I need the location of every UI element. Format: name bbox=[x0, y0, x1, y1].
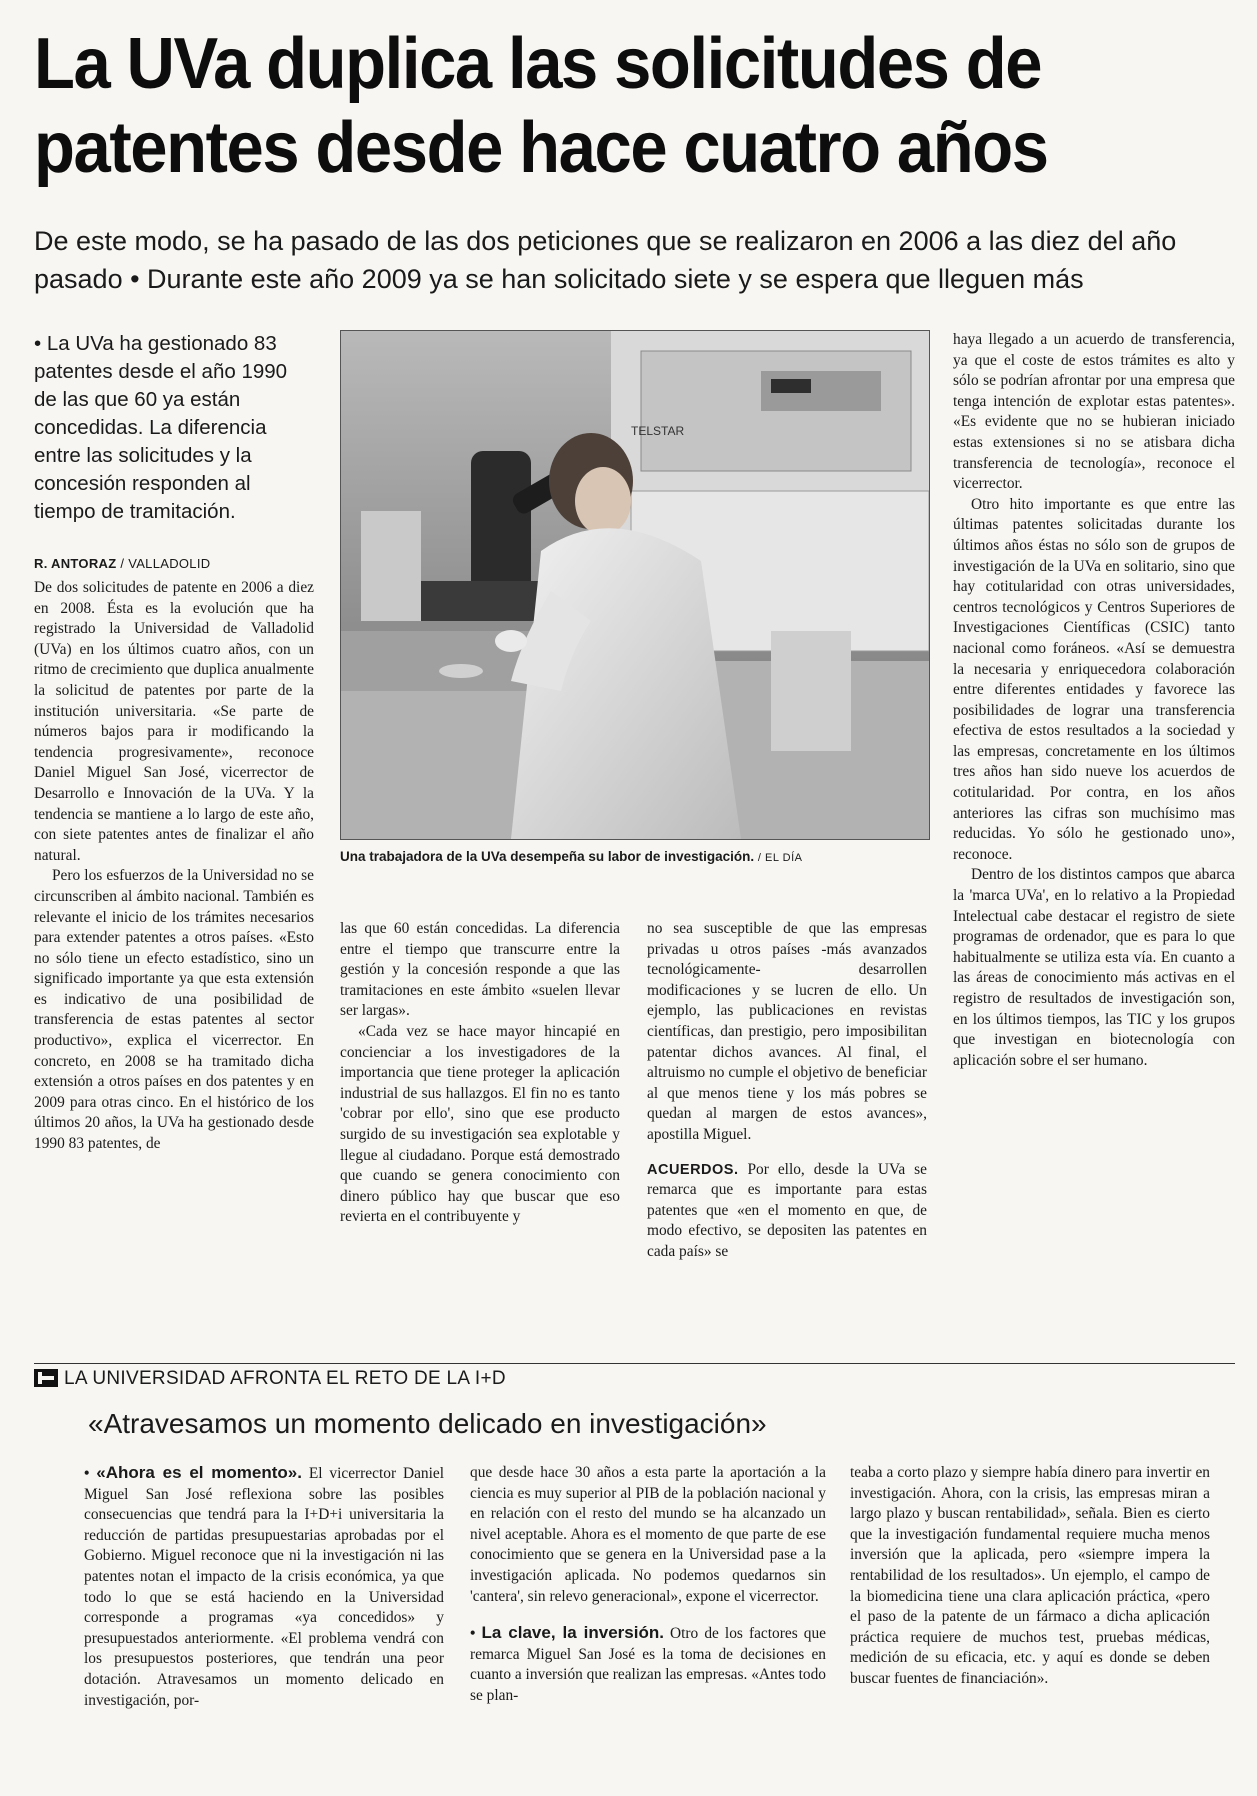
paragraph: Otro hito importante es que entre las últimas patentes solicitadas durante los últimos años éstas no sólo son de grupos de investigación de la UVa en solitario, sino que hay cotitularidad con otras universidades, centros tecnológicos y Centros Superiores de Investigaciones Científicas (CSIC) tanto nacional como foráneos. «Así se demuestra la necesaria y enriquecedora colaboración entre diferentes entidades y favorece las posibilidades de lograr una transferencia efectiva de estos resultados a la sociedad y las empresas, concretamente en los últimos tres años han sido nueve los acuerdos de cotitularidad. Por contra, en los años anteriores las cifras son muchísimo mas reducidas. Yo sólo he gestionado uno», reconoce. bbox=[953, 495, 1235, 863]
lead-summary: • La UVa ha gestionado 83 patentes desde el año 1990 de las que 60 ya están concedidas. La diferencia entre las solicitudes y la concesión responden al tiempo de tramitación. bbox=[34, 332, 288, 523]
article-column-2 bbox=[340, 919, 620, 1228]
sidebar-column-1 bbox=[84, 1463, 444, 1711]
subheadline: De este modo, se ha pasado de las dos peticiones que se realizaron en 2006 a las diez del año pasado • Durante este año 2009 ya se han solicitado siete y se espera que lleguen más bbox=[34, 226, 1177, 294]
article-photo bbox=[340, 330, 930, 840]
paragraph: «Cada vez se hace mayor hincapié en concienciar a los investigadores de la importancia que tiene proteger la aplicación industrial de sus hallazgos. El fin no es tanto 'cobrar por ello', sino que ese producto surgido de su investigación sea explotable y llegue al ciudadano. Porque está demostrado que cuando se genera conocimiento con dinero público hay que buscar que eso revierta en el contribuyente y bbox=[340, 1022, 620, 1226]
article-column-1 bbox=[34, 578, 314, 1155]
sidebar-kicker: «Ahora es el momento». bbox=[96, 1463, 302, 1482]
paragraph: las que 60 están concedidas. La diferencia entre el tiempo que transcurre entre la gestión y la concesión responde a que las tramitaciones en este ámbito «suelen llevar ser largas». bbox=[340, 920, 620, 1020]
headline: La UVa duplica las solicitudes de patentes desde hace cuatro años bbox=[34, 24, 1048, 188]
paragraph bbox=[470, 1623, 826, 1706]
paragraph-text: El vicerrector Daniel Miguel San José reflexiona sobre las posibles consecuencias que tendrá para la I+D+i universitaria la reducción de partidas presupuestarias aprobadas por el Gobierno. Miguel reconoce que ni la investigación ni las patentes notan el impacto de la crisis económica, ya que todo lo que se está haciendo en la Universidad corresponde a programas «ya concedidos» y presupuestados anteriormente. «El problema vendrá con los presupuestos posteriores, que tendrán una peor dotación. Atravesamos un momento delicado en investigación, por- bbox=[84, 1465, 444, 1709]
photo-caption-text: Una trabajadora de la UVa desempeña su labor de investigación. bbox=[340, 849, 755, 864]
paragraph-text: Por ello, desde la UVa se remarca que es importante para estas patentes que «en el momento en que, de modo efectivo, se depositen las patentes en cada país» se bbox=[647, 1160, 927, 1260]
paragraph: De dos solicitudes de patente en 2006 a diez en 2008. Ésta es la evolución que ha registrado la Universidad de Valladolid (UVa) en los últimos cuatro años, con un ritmo de crecimiento que duplica anualmente la solicitud de patentes por parte de la institución universitaria. «Se parte de números bajos para ir modificando la tendencia progresivamente», reconoce Daniel Miguel San José, vicerrector de Desarrollo e Innovación de la UVa. Y la tendencia se mantiene a lo largo de este año, con siete patentes antes de finalizar el año natural. bbox=[34, 579, 314, 864]
paragraph bbox=[647, 1160, 927, 1263]
article-column-3 bbox=[647, 919, 927, 1263]
paragraph: que desde hace 30 años a esta parte la aportación a la ciencia es muy superior al PIB de la población nacional y en relación con el resto del mundo se ha alcanzado un nivel aceptable. Ahora es el momento de que parte de ese conocimiento que se genera en la Universidad pase a la investigación aplicada. No podemos quedarnos sin 'cantera', sin relevo generacional», expone el vicerrector. bbox=[470, 1464, 826, 1605]
paragraph: Pero los esfuerzos de la Universidad no se circunscriben al ámbito nacional. También es relevante el inicio de los trámites necesarios para extender patentes a otros países. «Esto no sólo tiene un efecto estadístico, sino un significado importante ya que esta extensión es indicativo de una posibilidad de transferencia de estas patentes al sector productivo», explica el vicerrector. En concreto, en 2008 se ha tramitado dicha extensión a otros países en dos patentes y en 2009 para otras cinco. En el histórico de los últimos 20 años, la UVa ha gestionado desde 1990 83 patentes, de bbox=[34, 867, 314, 1153]
sidebar-title: «Atravesamos un momento delicado en investigación» bbox=[88, 1408, 767, 1439]
photo-credit: / EL DÍA bbox=[757, 852, 803, 864]
sidebar-kicker: La clave, la inversión. bbox=[481, 1623, 664, 1643]
section-header-text: LA UNIVERSIDAD AFRONTA EL RETO DE LA I+D bbox=[64, 1368, 506, 1389]
paragraph bbox=[84, 1463, 444, 1711]
byline-place: / VALLADOLID bbox=[120, 556, 211, 571]
section-marker-icon bbox=[34, 1369, 58, 1393]
byline-author: R. ANTORAZ bbox=[34, 556, 117, 571]
sidebar-column-3 bbox=[850, 1463, 1210, 1690]
photo-caption bbox=[340, 849, 940, 864]
section-subheading: ACUERDOS. bbox=[647, 1161, 739, 1178]
bullet-glyph: • bbox=[84, 1465, 97, 1482]
sidebar-section-header bbox=[34, 1368, 506, 1393]
paragraph: teaba a corto plazo y siempre había dinero para invertir en investigación. Ahora, con la crisis, las empresas miran a largo plazo y buscan rentabilidad», señala. Bien es cierto que la investigación fundamental requiere mucha menos inversión que la aplicada, pero «siempre impera la rentabilidad de los resultados». Un ejemplo, el campo de la biomedicina tiene una clara aplicación práctica, «pero el paso de la patente de un fármaco a dicha aplicación práctica requiere de muchos test, pruebas médicas, medición de su eficacia, etc. y aquí es donde se deben buscar fuentes de financiación». bbox=[850, 1464, 1210, 1687]
byline bbox=[34, 556, 334, 571]
equipment-label: TELSTAR bbox=[631, 424, 685, 438]
sidebar-column-2 bbox=[470, 1463, 826, 1707]
paragraph: haya llegado a un acuerdo de transferencia, ya que el coste de estos trámites es alto y sólo se podrían afrontar por una empresa que tenga intención de explotar estas patentes». «Es evidente que no se hubieran iniciado estas extensiones si no se atisbara dicha transferencia de tecnología», reconoce el vicerrector. bbox=[953, 331, 1235, 493]
laboratory-photo-illustration bbox=[341, 331, 929, 839]
bullet-glyph: • bbox=[470, 1625, 482, 1643]
paragraph: Dentro de los distintos campos que abarca la 'marca UVa', en lo relativo a la Propiedad Intelectual cabe destacar el registro de siete programas de ordenador, que es para lo que habitualmente se utiliza esta vía. En cuanto a las áreas de conocimiento más activas en el registro de resultados de investigación son, en los últimos tiempos, las TIC y los grupos que investigan en biotecnología con aplicación sobre el ser humano. bbox=[953, 866, 1235, 1069]
paragraph-text: Otro de los factores que remarca Miguel San José es la toma de decisiones en cuanto a inversión que realizan las empresas. «Antes todo se plan- bbox=[470, 1625, 827, 1704]
section-divider bbox=[34, 1363, 1235, 1364]
article-column-4 bbox=[953, 330, 1235, 1071]
paragraph: no sea susceptible de que las empresas privadas u otros países -más avanzados tecnológicamente- desarrollen modificaciones y se lucren de ello. Un ejemplo, las publicaciones en revistas científicas, dan prestigio, pero imposibilitan patentar dichos avances. Al final, el altruismo no cumple el objetivo de beneficiar al que menos tiene y los más pobres se quedan al margen de estos avances», apostilla Miguel. bbox=[647, 920, 927, 1143]
